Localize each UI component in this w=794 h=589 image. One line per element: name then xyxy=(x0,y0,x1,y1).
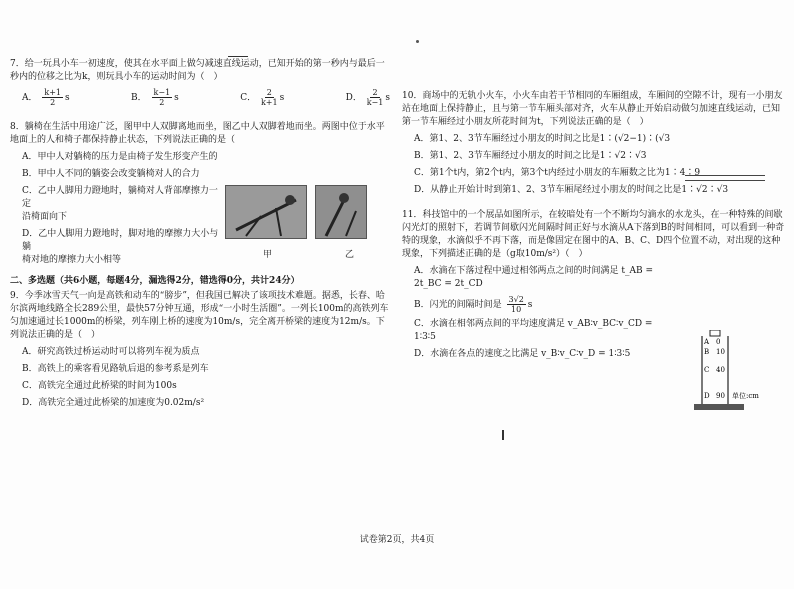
question-9 xyxy=(10,290,390,410)
tube-scale-40: 40 xyxy=(716,366,725,374)
q10-stem: 10．商场中的无轨小火车，小火车由若干节相同的车厢组成，车厢间的空隙不计，现有一小朋友站在地面上保持静止，且与第一节车厢头部对齐，火车从静止开始启动做匀加速直线运动，已知第一节车厢经过小朋友所花时间为t，下列说法正确的是（ ） xyxy=(402,91,783,127)
q10-option-a[interactable]: A．第1、2、3节车厢经过小朋友的时间之比是1∶(√2−1)∶(√3 xyxy=(414,134,671,144)
answer-blank-line xyxy=(685,175,765,181)
q8-option-b[interactable]: B．甲中人不同的躺姿会改变躺椅对人的合力 xyxy=(22,169,200,179)
page-footer: 试卷第2页，共4页 xyxy=(359,535,435,545)
q8-stem: 8．躺椅在生活中用途广泛，图甲中人双脚离地而坐，图乙中人双脚着地而坐。两图中位于水平地面上的人和椅子都保持静止状态，下列说法正确的是（ xyxy=(10,122,385,145)
q10-option-c[interactable]: C．第1个t内，第2个t内，第3个t内经过小朋友的车厢数之比为1∶4∶9 xyxy=(414,168,701,178)
q7-option-a[interactable]: A． $\frac{k+1}{2}$ s xyxy=(22,88,70,107)
recliner-a-sketch xyxy=(226,186,306,238)
q8-option-d[interactable]: D．乙中人脚用力蹬地时，脚对地的摩擦力大小与躺 椅对地的摩擦力大小相等 xyxy=(22,229,219,265)
q10-option-d[interactable]: D．从静止开始计时到第1、2、3节车厢尾经过小朋友的时间之比是1∶√2∶√3 xyxy=(414,185,729,195)
drop-tube-svg xyxy=(682,330,772,412)
q11-option-c[interactable]: C．水滴在相邻两点间的平均速度满足 v_AB∶v_BC∶v_CD = 1∶3∶5 xyxy=(414,319,653,342)
tube-scale-90: 90 xyxy=(716,392,725,400)
recliner-b-sketch xyxy=(316,186,366,238)
scan-speck xyxy=(416,40,419,43)
section-2-title: 二、多选题（共6小题，每题4分，漏选得2分，错选得0分，共计24分） xyxy=(10,276,300,286)
tube-unit: 单位:cm xyxy=(732,392,759,400)
q11-option-b[interactable]: B．闪光的间隔时间是 $\frac{3√2}{10}$ s xyxy=(414,295,533,314)
figure-caption-yi: 乙 xyxy=(345,250,355,260)
recliner-photo-a xyxy=(225,185,307,239)
q9-stem: 9．今季冰雪天气一向是高铁和动车的“膀步”，但我国已解决了该项技术难题。据悉，长春、哈尔滨两地线路全长289公里，最快57分钟互通，形成“一小时生活圈”。一列长100m的高铁列车匀加速通过长1000m的桥梁，列车刚上桥的速度为10m/s，完全离开桥梁的速度为12m/s。下列说法正确的是（ ） xyxy=(10,291,389,340)
tube-point-a: A xyxy=(704,338,710,346)
water-drop-figure xyxy=(682,330,772,412)
q8-option-a[interactable]: A．甲中人对躺椅的压力是由椅子发生形变产生的 xyxy=(22,152,218,162)
tube-point-c: C xyxy=(704,366,710,374)
tube-scale-0: 0 xyxy=(716,338,721,346)
q11-stem: 11．科技馆中的一个展品如图所示，在较暗处有一个不断均匀滴水的水龙头，在一种特殊的间歇闪光灯的照射下，若调节间歇闪光间隔时间正好与水滴从A下落到B的时间相同，可以看到一种奇特的现象，水滴似乎不再下落，而是像固定在图中的A、B、C、D四个位置不动，对出现的这种现象，下列描述正确的是（g取10m/s²）（ ） xyxy=(402,210,785,259)
header-rule xyxy=(228,56,248,57)
q7-option-d[interactable]: D． $\frac{2}{k-1}$ s xyxy=(345,88,390,107)
q9-option-d[interactable]: D．高铁完全通过此桥梁的加速度为0.02m/s² xyxy=(22,398,205,408)
recliner-photo-b xyxy=(315,185,367,239)
q9-option-c[interactable]: C．高铁完全通过此桥梁的时间为100s xyxy=(22,381,177,391)
q11-option-d[interactable]: D．水滴在各点的速度之比满足 v_B∶v_C∶v_D = 1∶3∶5 xyxy=(414,349,631,359)
tube-point-b: B xyxy=(704,348,710,356)
q7-option-b[interactable]: B． $\frac{k-1}{2}$ s xyxy=(131,88,179,107)
figure-caption-jia: 甲 xyxy=(263,250,273,260)
q7-options xyxy=(22,88,390,107)
right-column xyxy=(402,90,786,365)
tube-point-d: D xyxy=(704,392,710,400)
q8-options xyxy=(10,151,220,267)
q11-options xyxy=(402,265,672,361)
q8-option-c[interactable]: C．乙中人脚用力蹬地时，躺椅对人背部摩擦力一定 沿椅面向下 xyxy=(22,186,218,222)
scan-mark xyxy=(502,430,504,440)
q9-option-a[interactable]: A．研究高铁过桥运动时可以将列车视为质点 xyxy=(22,347,200,357)
q7-stem: 7．给一玩具小车一初速度，使其在水平面上做匀减速直线运动，已知开始的第一秒内与最后一秒内的位移之比为k，则玩具小车的运动时间为（ ） xyxy=(10,59,385,82)
q10-option-b[interactable]: B．第1、2、3节车厢经过小朋友的时间之比是1∶√2∶√3 xyxy=(414,151,647,161)
tube-scale-10: 10 xyxy=(716,348,725,356)
q11-option-a[interactable]: A．水滴在下落过程中通过相邻两点之间的时间满足 t_AB = 2t_BC = 2t_CD xyxy=(414,266,653,289)
question-7 xyxy=(10,58,390,107)
q7-option-c[interactable]: C． $\frac{2}{k+1}$ s xyxy=(240,88,285,107)
q9-option-b[interactable]: B．高铁上的乘客看见路轨后退的参考系是列车 xyxy=(22,364,209,374)
